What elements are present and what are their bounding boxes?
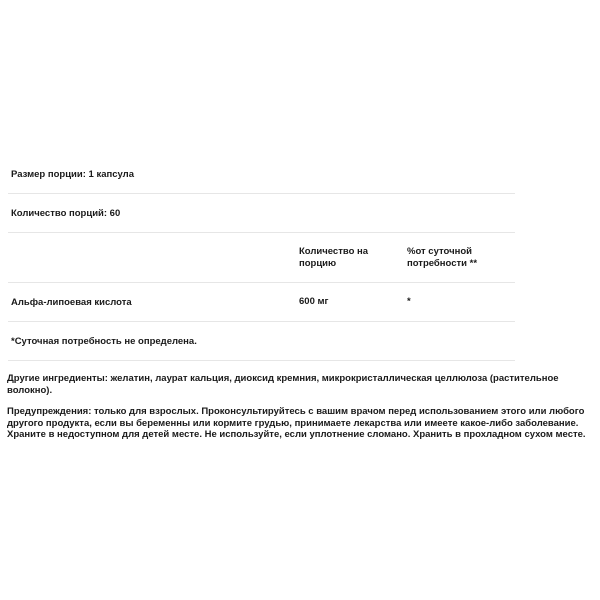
ingredient-daily-value: * bbox=[407, 296, 411, 307]
table-row bbox=[8, 283, 515, 322]
other-ingredients: Другие ингредиенты: желатин, лаурат кальция, диоксид кремния, микрокристаллическая целлюлоза (растительное волокно). bbox=[7, 373, 559, 396]
footnote: *Суточная потребность не определена. bbox=[11, 335, 197, 347]
warnings: Предупреждения: только для взрослых. Проконсультируйтесь с вашим врачом перед использованием этого или любого другого продукта, если вы беременны или кормите грудью, принимаете лекарства или имеете какое-либо заболевание. Храните в недоступном для детей месте. Не используйте, если уплотнение сломано. Хранить в прохладном сухом месте. bbox=[7, 406, 586, 440]
supplement-facts-table bbox=[8, 155, 515, 361]
serving-size: Размер порции: 1 капсула bbox=[11, 168, 134, 180]
ingredient-amount: 600 мг bbox=[299, 296, 329, 307]
table-header-row bbox=[8, 233, 515, 283]
header-amount-per-serving: Количество на порцию bbox=[299, 245, 369, 269]
serving-size-row bbox=[8, 155, 515, 194]
servings-per-container-row bbox=[8, 194, 515, 233]
servings-per-container: Количество порций: 60 bbox=[11, 207, 121, 219]
header-daily-value: %от суточной потребности ** bbox=[407, 245, 478, 269]
ingredient-name: Альфа-липоевая кислота bbox=[11, 296, 132, 308]
footnote-row bbox=[8, 322, 515, 361]
